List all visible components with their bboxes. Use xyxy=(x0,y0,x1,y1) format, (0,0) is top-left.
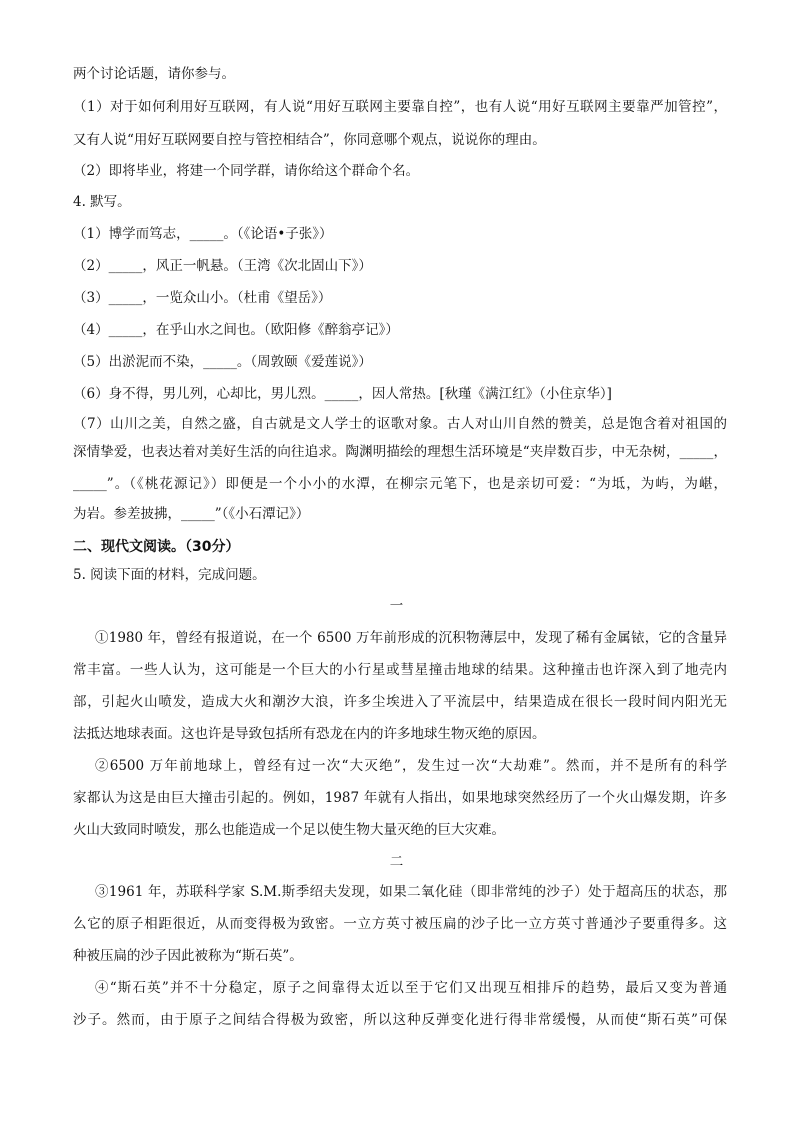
q4-item-7-line3: _____”。（《桃花源记》）即便是一个小小的水潭，在柳宗元笔下，也是亲切可爱：“为坻，为屿，为嵁， xyxy=(73,476,727,492)
p1-line2: 常丰富。一些人认为，这可能是一个巨大的小行星或彗星撞击地球的结果。这种撞击也许深入到了地壳内 xyxy=(73,662,727,678)
q4-item-7-line1: （7）山川之美，自然之盛，自古就是文人学士的讴歌对象。古人对山川自然的赞美，总是饱含着对祖国的 xyxy=(73,416,727,432)
part2-label: 二 xyxy=(389,854,404,870)
p1-line1: ①1980 年，曾经有报道说，在一个 6500 万年前形成的沉积物薄层中，发现了稀有金属铱，它的含量异 xyxy=(95,630,727,646)
section-heading: 二、现代文阅读。（30分） xyxy=(73,539,240,555)
p1-line3: 部，引起火山喷发，造成大火和潮汐大浪，许多尘埃进入了平流层中，结果造成在很长一段时间内阳光无 xyxy=(73,694,727,710)
q3-item1-line2: 又有人说“用好互联网要自控与管控相结合”，你同意哪个观点，说说你的理由。 xyxy=(73,132,546,148)
part1-label: 一 xyxy=(389,598,404,614)
p2-line3: 火山大致同时喷发，那么也能造成一个足以使生物大量灭绝的巨大灾难。 xyxy=(73,822,505,838)
p2-line2: 家都认为这是由巨大撞击引起的。例如，1987 年就有人指出，如果地球突然经历了一个火山爆发期，许多 xyxy=(73,790,727,806)
q4-item-6: （6）身不得，男儿列，心却比，男儿烈。_____，因人常热。[秋瑾《满江红》（小住京华）] xyxy=(73,386,612,402)
q4-item-2: （2）_____，风正一帆悬。（王湾《次北固山下》） xyxy=(73,258,372,274)
p1-line4: 法抵达地球表面。这也许是导致包括所有恐龙在内的许多地球生物灭绝的原因。 xyxy=(73,726,546,742)
p3-line1: ③1961 年，苏联科学家 S.M.斯季绍夫发现，如果二氧化硅（即非常纯的沙子）处于超高压的状态，那 xyxy=(95,884,727,900)
q3-item2: （2）即将毕业，将建一个同学群，请你给这个群命个名。 xyxy=(73,163,420,179)
q3-intro: 两个讨论话题，请你参与。 xyxy=(73,66,235,82)
p3-line3: 种被压扁的沙子因此被称为“斯石英”。 xyxy=(73,948,303,964)
q4-item-4: （4）_____，在乎山水之间也。（欧阳修《醉翁亭记》） xyxy=(73,322,399,338)
p4-line1: ④“斯石英”并不十分稳定，原子之间靠得太近以至于它们又出现互相排斥的趋势，最后又变为普通 xyxy=(95,980,727,996)
q4-title: 4. 默写。 xyxy=(73,194,131,210)
p2-line1: ②6500 万年前地球上，曾经有过一次“大灭绝”，发生过一次“大劫难”。然而，并不是所有的科学 xyxy=(95,758,727,774)
q5-prompt: 5. 阅读下面的材料，完成问题。 xyxy=(73,567,266,583)
p3-line2: 么它的原子相距很近，从而变得极为致密。一立方英寸被压扁的沙子比一立方英寸普通沙子要重得多。这 xyxy=(73,916,727,932)
q4-item-5: （5）出淤泥而不染，_____。（周敦颐《爱莲说》） xyxy=(73,354,372,370)
q3-item1-line1: （1）对于如何利用好互联网，有人说“用好互联网主要靠自控”，也有人说“用好互联网主要靠严加管控”， xyxy=(73,99,727,115)
p4-line2: 沙子。然而，由于原子之间结合得极为致密，所以这种反弹变化进行得非常缓慢，从而使“斯石英”可保 xyxy=(73,1012,727,1028)
q4-item-7-line2: 深情挚爱，也表达着对美好生活的向往追求。陶渊明描绘的理想生活环境是“夹岸数百步，中无杂树，_____， xyxy=(73,444,727,460)
q4-item-3: （3）_____，一览众山小。（杜甫《望岳》） xyxy=(73,290,332,306)
q4-item-7-line4: 为岩。参差披拂，_____”（《小石潭记》） xyxy=(73,506,310,522)
q4-item-1: （1）博学而笃志，_____。（《论语•子张》） xyxy=(73,226,333,242)
